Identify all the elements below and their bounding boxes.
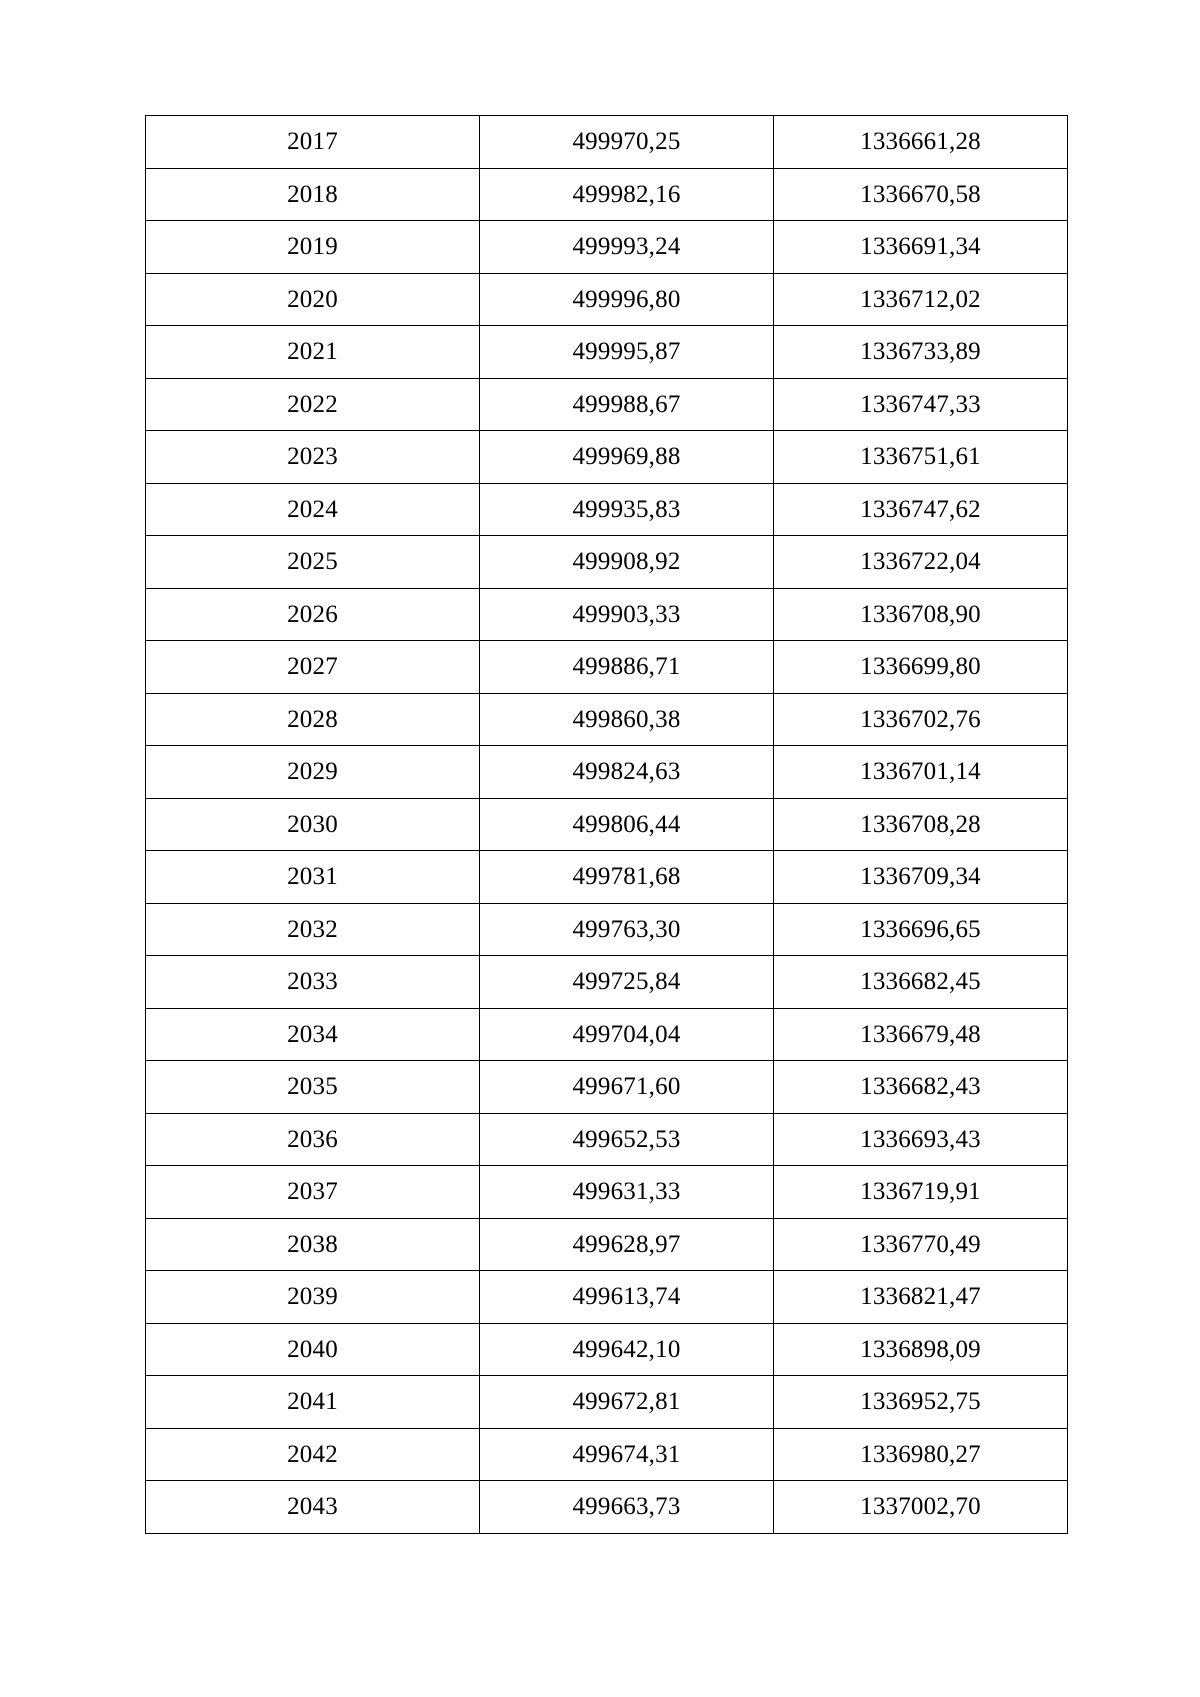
x-coordinate-cell: 499969,88	[480, 431, 774, 484]
x-coordinate-cell: 499763,30	[480, 903, 774, 956]
y-coordinate-cell: 1336699,80	[774, 641, 1068, 694]
x-coordinate-cell: 499988,67	[480, 378, 774, 431]
y-coordinate-cell: 1336693,43	[774, 1113, 1068, 1166]
table-row	[146, 746, 1068, 799]
x-coordinate-cell: 499860,38	[480, 693, 774, 746]
x-coordinate-cell: 499781,68	[480, 851, 774, 904]
y-coordinate-cell: 1337002,70	[774, 1481, 1068, 1534]
point-number-cell: 2028	[146, 693, 480, 746]
y-coordinate-cell: 1336691,34	[774, 221, 1068, 274]
x-coordinate-cell: 499886,71	[480, 641, 774, 694]
table-row	[146, 1008, 1068, 1061]
x-coordinate-cell: 499704,04	[480, 1008, 774, 1061]
table-row	[146, 1376, 1068, 1429]
y-coordinate-cell: 1336980,27	[774, 1428, 1068, 1481]
table-row	[146, 1481, 1068, 1534]
y-coordinate-cell: 1336722,04	[774, 536, 1068, 589]
y-coordinate-cell: 1336709,34	[774, 851, 1068, 904]
table-row	[146, 693, 1068, 746]
table-row	[146, 1428, 1068, 1481]
point-number-cell: 2020	[146, 273, 480, 326]
table-row	[146, 1166, 1068, 1219]
x-coordinate-cell: 499674,31	[480, 1428, 774, 1481]
point-number-cell: 2038	[146, 1218, 480, 1271]
table-row	[146, 378, 1068, 431]
y-coordinate-cell: 1336952,75	[774, 1376, 1068, 1429]
point-number-cell: 2035	[146, 1061, 480, 1114]
point-number-cell: 2021	[146, 326, 480, 379]
y-coordinate-cell: 1336719,91	[774, 1166, 1068, 1219]
point-number-cell: 2030	[146, 798, 480, 851]
x-coordinate-cell: 499628,97	[480, 1218, 774, 1271]
point-number-cell: 2037	[146, 1166, 480, 1219]
point-number-cell: 2034	[146, 1008, 480, 1061]
y-coordinate-cell: 1336679,48	[774, 1008, 1068, 1061]
table-row	[146, 956, 1068, 1009]
y-coordinate-cell: 1336898,09	[774, 1323, 1068, 1376]
y-coordinate-cell: 1336747,62	[774, 483, 1068, 536]
x-coordinate-cell: 499671,60	[480, 1061, 774, 1114]
x-coordinate-cell: 499970,25	[480, 116, 774, 169]
x-coordinate-cell: 499725,84	[480, 956, 774, 1009]
x-coordinate-cell: 499996,80	[480, 273, 774, 326]
table-row	[146, 536, 1068, 589]
table-row	[146, 221, 1068, 274]
x-coordinate-cell: 499982,16	[480, 168, 774, 221]
x-coordinate-cell: 499903,33	[480, 588, 774, 641]
table-row	[146, 851, 1068, 904]
point-number-cell: 2031	[146, 851, 480, 904]
point-number-cell: 2019	[146, 221, 480, 274]
y-coordinate-cell: 1336696,65	[774, 903, 1068, 956]
x-coordinate-cell: 499908,92	[480, 536, 774, 589]
y-coordinate-cell: 1336821,47	[774, 1271, 1068, 1324]
point-number-cell: 2033	[146, 956, 480, 1009]
coordinates-table	[145, 115, 1068, 1534]
point-number-cell: 2029	[146, 746, 480, 799]
y-coordinate-cell: 1336747,33	[774, 378, 1068, 431]
y-coordinate-cell: 1336701,14	[774, 746, 1068, 799]
x-coordinate-cell: 499672,81	[480, 1376, 774, 1429]
table-row	[146, 641, 1068, 694]
point-number-cell: 2024	[146, 483, 480, 536]
x-coordinate-cell: 499993,24	[480, 221, 774, 274]
y-coordinate-cell: 1336770,49	[774, 1218, 1068, 1271]
point-number-cell: 2040	[146, 1323, 480, 1376]
x-coordinate-cell: 499631,33	[480, 1166, 774, 1219]
point-number-cell: 2041	[146, 1376, 480, 1429]
point-number-cell: 2017	[146, 116, 480, 169]
table-row	[146, 431, 1068, 484]
table-row	[146, 1323, 1068, 1376]
table-row	[146, 326, 1068, 379]
table-row	[146, 798, 1068, 851]
coordinates-table-body	[146, 116, 1068, 1534]
y-coordinate-cell: 1336702,76	[774, 693, 1068, 746]
y-coordinate-cell: 1336751,61	[774, 431, 1068, 484]
y-coordinate-cell: 1336712,02	[774, 273, 1068, 326]
point-number-cell: 2043	[146, 1481, 480, 1534]
x-coordinate-cell: 499652,53	[480, 1113, 774, 1166]
x-coordinate-cell: 499935,83	[480, 483, 774, 536]
table-row	[146, 588, 1068, 641]
table-row	[146, 168, 1068, 221]
table-row	[146, 273, 1068, 326]
x-coordinate-cell: 499995,87	[480, 326, 774, 379]
point-number-cell: 2027	[146, 641, 480, 694]
table-row	[146, 1271, 1068, 1324]
y-coordinate-cell: 1336661,28	[774, 116, 1068, 169]
table-row	[146, 903, 1068, 956]
y-coordinate-cell: 1336682,43	[774, 1061, 1068, 1114]
y-coordinate-cell: 1336682,45	[774, 956, 1068, 1009]
point-number-cell: 2022	[146, 378, 480, 431]
table-row	[146, 1218, 1068, 1271]
point-number-cell: 2036	[146, 1113, 480, 1166]
y-coordinate-cell: 1336708,90	[774, 588, 1068, 641]
table-row	[146, 1113, 1068, 1166]
y-coordinate-cell: 1336733,89	[774, 326, 1068, 379]
point-number-cell: 2026	[146, 588, 480, 641]
y-coordinate-cell: 1336708,28	[774, 798, 1068, 851]
x-coordinate-cell: 499642,10	[480, 1323, 774, 1376]
point-number-cell: 2039	[146, 1271, 480, 1324]
point-number-cell: 2042	[146, 1428, 480, 1481]
table-row	[146, 116, 1068, 169]
table-row	[146, 1061, 1068, 1114]
point-number-cell: 2032	[146, 903, 480, 956]
x-coordinate-cell: 499613,74	[480, 1271, 774, 1324]
x-coordinate-cell: 499824,63	[480, 746, 774, 799]
point-number-cell: 2018	[146, 168, 480, 221]
y-coordinate-cell: 1336670,58	[774, 168, 1068, 221]
x-coordinate-cell: 499663,73	[480, 1481, 774, 1534]
x-coordinate-cell: 499806,44	[480, 798, 774, 851]
point-number-cell: 2023	[146, 431, 480, 484]
point-number-cell: 2025	[146, 536, 480, 589]
table-row	[146, 483, 1068, 536]
